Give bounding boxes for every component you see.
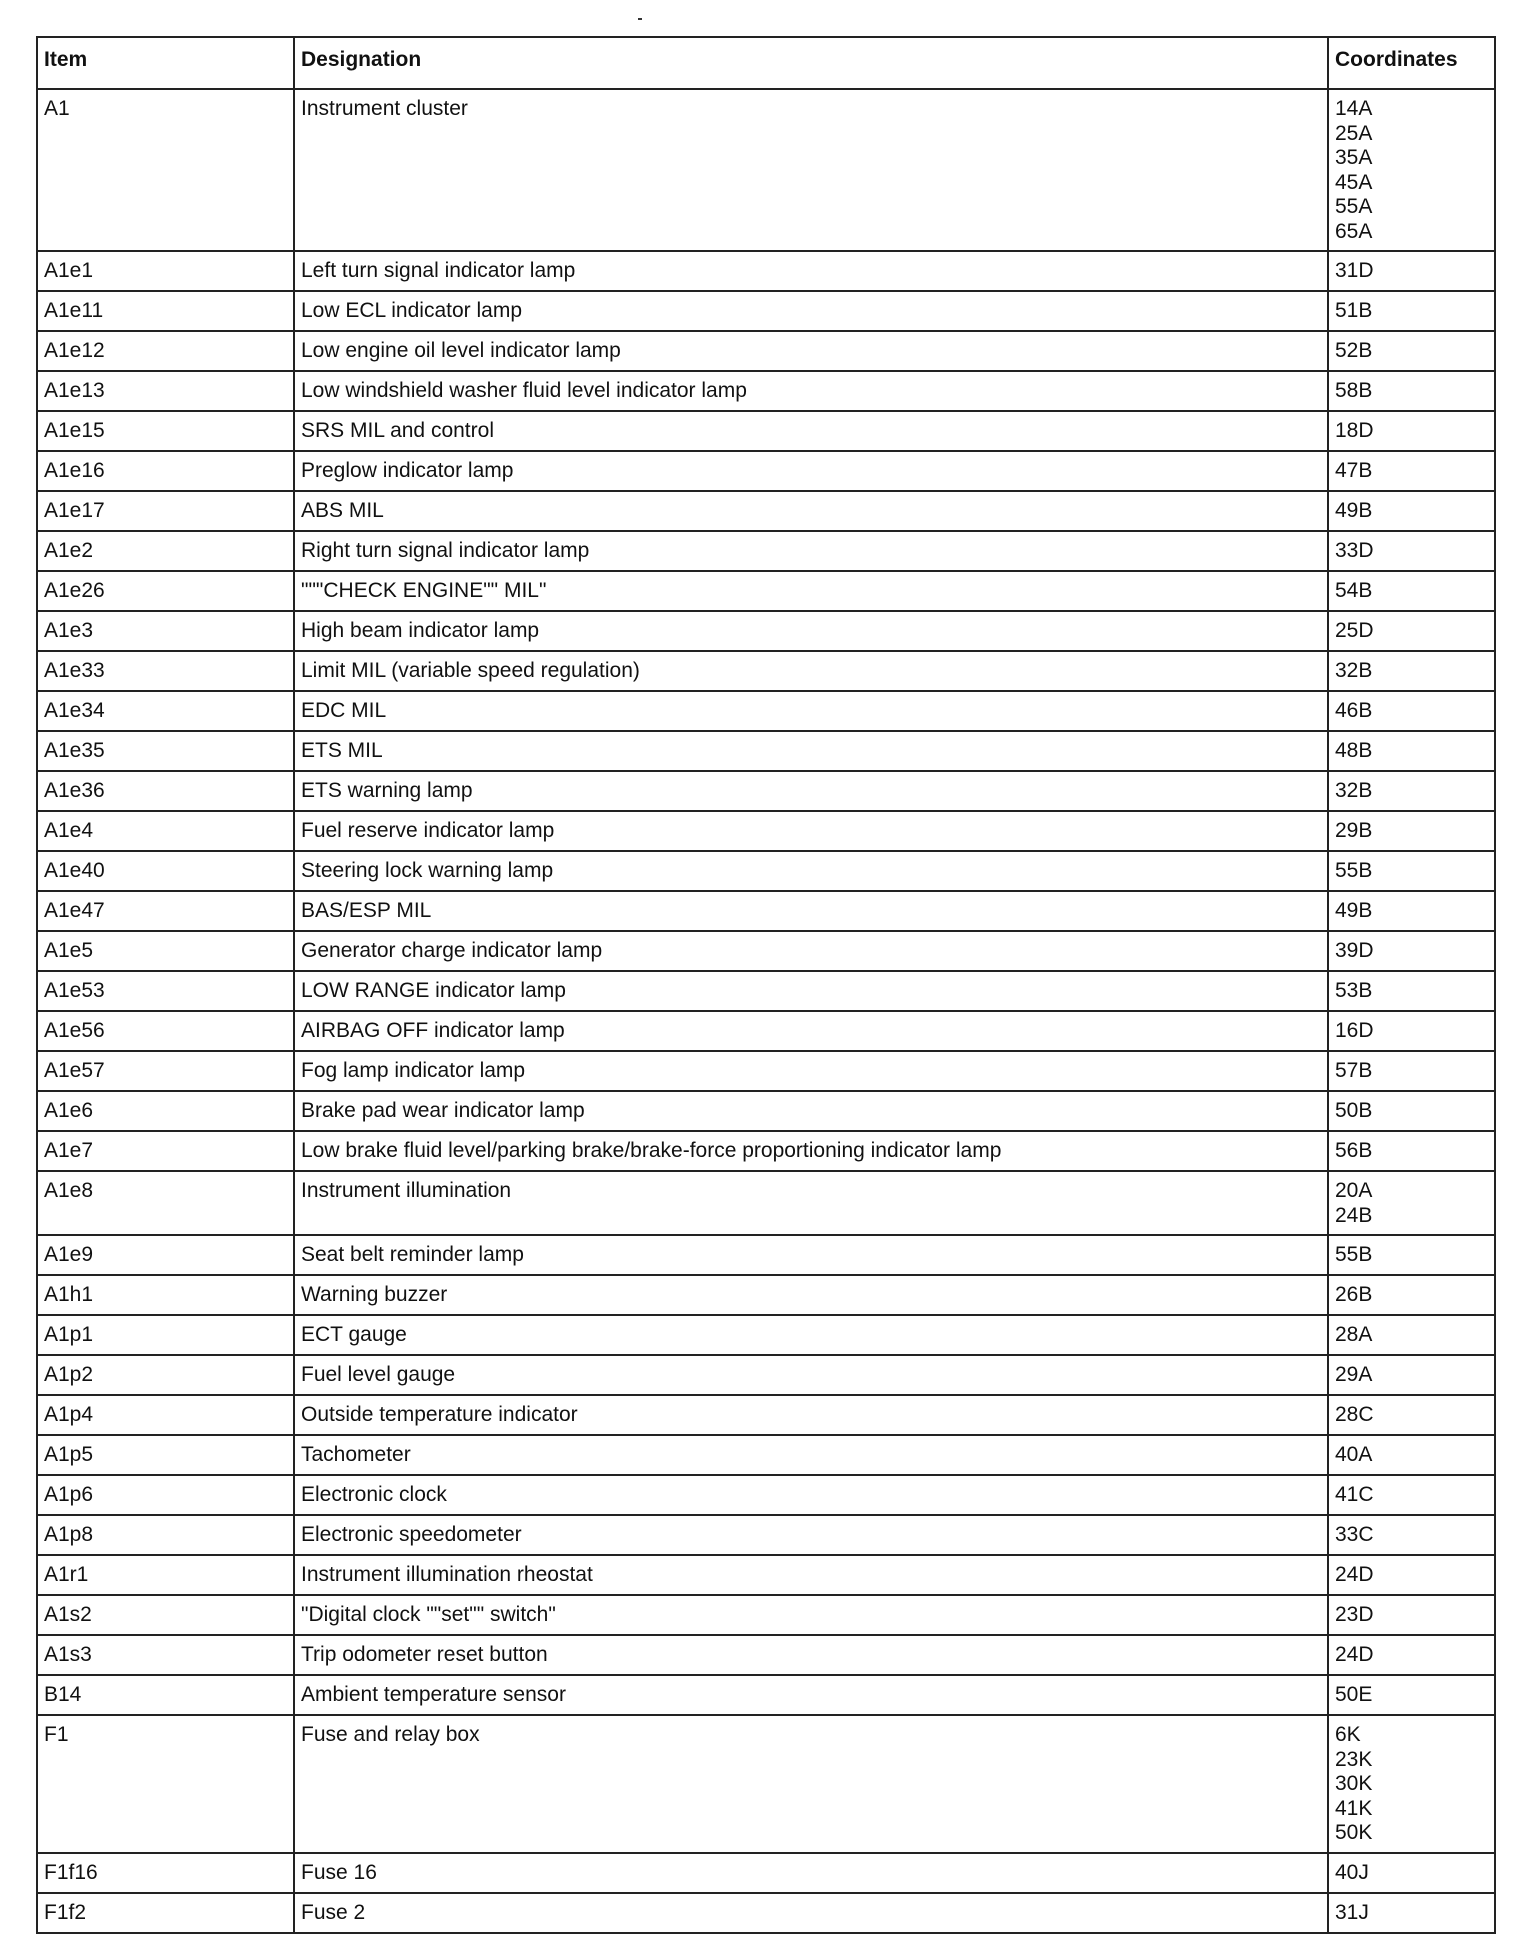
table-row bbox=[37, 1395, 1495, 1435]
table-row bbox=[37, 1893, 1495, 1933]
item-cell: A1e6 bbox=[37, 1091, 294, 1131]
coordinates-cell bbox=[1328, 451, 1495, 491]
item-cell: A1e26 bbox=[37, 571, 294, 611]
designation-cell: Fuse 2 bbox=[294, 1893, 1328, 1933]
coordinates-cell bbox=[1328, 331, 1495, 371]
table-row bbox=[37, 1315, 1495, 1355]
designation-cell: Trip odometer reset button bbox=[294, 1635, 1328, 1675]
item-cell: A1e7 bbox=[37, 1131, 294, 1171]
table-row bbox=[37, 691, 1495, 731]
coordinates-cell bbox=[1328, 1011, 1495, 1051]
item-cell: B14 bbox=[37, 1675, 294, 1715]
coordinates-cell bbox=[1328, 611, 1495, 651]
table-row bbox=[37, 371, 1495, 411]
table-row bbox=[37, 1091, 1495, 1131]
coordinates-cell bbox=[1328, 1051, 1495, 1091]
coordinates-cell bbox=[1328, 531, 1495, 571]
designation-cell: Tachometer bbox=[294, 1435, 1328, 1475]
coordinates-cell bbox=[1328, 411, 1495, 451]
designation-cell: Outside temperature indicator bbox=[294, 1395, 1328, 1435]
table-row bbox=[37, 651, 1495, 691]
item-cell: A1e11 bbox=[37, 291, 294, 331]
coordinate-value: 33D bbox=[1335, 539, 1374, 562]
table-row bbox=[37, 89, 1495, 251]
designation-cell: "Digital clock ""set"" switch" bbox=[294, 1595, 1328, 1635]
item-cell: A1s2 bbox=[37, 1595, 294, 1635]
designation-cell: Fuel reserve indicator lamp bbox=[294, 811, 1328, 851]
designation-cell: High beam indicator lamp bbox=[294, 611, 1328, 651]
table-row bbox=[37, 891, 1495, 931]
item-cell: F1 bbox=[37, 1715, 294, 1853]
item-cell: A1e9 bbox=[37, 1235, 294, 1275]
item-cell: A1e8 bbox=[37, 1171, 294, 1235]
designation-cell: Seat belt reminder lamp bbox=[294, 1235, 1328, 1275]
coordinate-value: 41K bbox=[1335, 1796, 1373, 1820]
header-designation: Designation bbox=[294, 37, 1328, 89]
table-row bbox=[37, 1051, 1495, 1091]
coordinate-value: 45A bbox=[1335, 170, 1373, 194]
table-row bbox=[37, 1635, 1495, 1675]
coordinate-value: 30K bbox=[1335, 1772, 1373, 1795]
item-cell: A1p5 bbox=[37, 1435, 294, 1475]
designation-cell: AIRBAG OFF indicator lamp bbox=[294, 1011, 1328, 1051]
coordinates-cell bbox=[1328, 89, 1495, 251]
coordinates-cell bbox=[1328, 1395, 1495, 1435]
coordinate-value: 28C bbox=[1335, 1403, 1374, 1426]
item-cell: A1e47 bbox=[37, 891, 294, 931]
coordinates-cell bbox=[1328, 731, 1495, 771]
designation-cell: Instrument illumination rheostat bbox=[294, 1555, 1328, 1595]
designation-cell: Ambient temperature sensor bbox=[294, 1675, 1328, 1715]
table-row bbox=[37, 731, 1495, 771]
item-cell: A1e17 bbox=[37, 491, 294, 531]
table-row bbox=[37, 1171, 1495, 1235]
table-row bbox=[37, 1235, 1495, 1275]
item-cell: A1r1 bbox=[37, 1555, 294, 1595]
item-cell: A1e2 bbox=[37, 531, 294, 571]
coordinate-value: 40A bbox=[1335, 1443, 1373, 1466]
coordinate-value: 28A bbox=[1335, 1323, 1373, 1346]
coordinate-value: 14A bbox=[1335, 97, 1373, 120]
coordinate-value: 55A bbox=[1335, 195, 1373, 218]
item-cell: A1p8 bbox=[37, 1515, 294, 1555]
designation-cell: ETS MIL bbox=[294, 731, 1328, 771]
table-row bbox=[37, 1275, 1495, 1315]
designation-cell: Electronic speedometer bbox=[294, 1515, 1328, 1555]
coordinates-cell bbox=[1328, 491, 1495, 531]
designation-cell: Brake pad wear indicator lamp bbox=[294, 1091, 1328, 1131]
coordinates-cell bbox=[1328, 851, 1495, 891]
coordinates-cell bbox=[1328, 1355, 1495, 1395]
coordinate-value: 32B bbox=[1335, 779, 1373, 802]
designation-cell: Instrument illumination bbox=[294, 1171, 1328, 1235]
coordinates-cell bbox=[1328, 251, 1495, 291]
designation-cell: Preglow indicator lamp bbox=[294, 451, 1328, 491]
item-cell: A1e33 bbox=[37, 651, 294, 691]
table-row bbox=[37, 411, 1495, 451]
designation-cell: Instrument cluster bbox=[294, 89, 1328, 251]
table-row bbox=[37, 531, 1495, 571]
coordinates-cell bbox=[1328, 771, 1495, 811]
table-row bbox=[37, 771, 1495, 811]
item-cell: A1e4 bbox=[37, 811, 294, 851]
item-cell: A1e34 bbox=[37, 691, 294, 731]
coordinate-value: 31D bbox=[1335, 259, 1374, 282]
table-row bbox=[37, 1011, 1495, 1051]
designation-cell: Steering lock warning lamp bbox=[294, 851, 1328, 891]
coordinates-cell bbox=[1328, 971, 1495, 1011]
table-row bbox=[37, 971, 1495, 1011]
coordinate-value: 49B bbox=[1335, 499, 1373, 522]
document-page bbox=[36, 36, 1494, 1934]
table-row bbox=[37, 1435, 1495, 1475]
header-item: Item bbox=[37, 37, 294, 89]
coordinate-value: 40J bbox=[1335, 1860, 1369, 1884]
coordinates-cell bbox=[1328, 1091, 1495, 1131]
coordinate-value: 57B bbox=[1335, 1059, 1373, 1082]
item-cell: A1e40 bbox=[37, 851, 294, 891]
coordinate-value: 32B bbox=[1335, 659, 1373, 682]
table-row bbox=[37, 331, 1495, 371]
item-cell: A1e56 bbox=[37, 1011, 294, 1051]
coordinates-cell bbox=[1328, 1675, 1495, 1715]
item-cell: A1 bbox=[37, 89, 294, 251]
coordinate-value: 46B bbox=[1335, 699, 1373, 722]
item-cell: A1h1 bbox=[37, 1275, 294, 1315]
scan-mark bbox=[638, 18, 642, 20]
coordinate-value: 31J bbox=[1335, 1900, 1369, 1924]
coordinates-cell bbox=[1328, 291, 1495, 331]
coordinate-value: 55B bbox=[1335, 1243, 1373, 1266]
designation-cell: Warning buzzer bbox=[294, 1275, 1328, 1315]
table-row bbox=[37, 491, 1495, 531]
coordinates-cell bbox=[1328, 1171, 1495, 1235]
coordinate-value: 29A bbox=[1335, 1363, 1373, 1386]
coordinates-cell bbox=[1328, 1555, 1495, 1595]
table-row bbox=[37, 1475, 1495, 1515]
designation-cell: Limit MIL (variable speed regulation) bbox=[294, 651, 1328, 691]
coordinates-cell bbox=[1328, 931, 1495, 971]
table-row bbox=[37, 851, 1495, 891]
table-header-row bbox=[37, 37, 1495, 89]
coordinate-value: 58B bbox=[1335, 379, 1373, 402]
table-row bbox=[37, 451, 1495, 491]
item-cell: A1e57 bbox=[37, 1051, 294, 1091]
designation-cell: Right turn signal indicator lamp bbox=[294, 531, 1328, 571]
item-cell: A1e53 bbox=[37, 971, 294, 1011]
designation-cell: Low ECL indicator lamp bbox=[294, 291, 1328, 331]
coordinate-value: 50B bbox=[1335, 1099, 1373, 1122]
table-row bbox=[37, 1515, 1495, 1555]
item-cell: F1f16 bbox=[37, 1853, 294, 1893]
coordinate-value: 23K bbox=[1335, 1747, 1373, 1771]
coordinates-cell bbox=[1328, 891, 1495, 931]
table-row bbox=[37, 611, 1495, 651]
coordinate-value: 51B bbox=[1335, 299, 1373, 322]
coordinates-cell bbox=[1328, 1893, 1495, 1933]
coordinates-cell bbox=[1328, 811, 1495, 851]
coordinates-cell bbox=[1328, 1635, 1495, 1675]
coordinate-value: 39D bbox=[1335, 939, 1374, 962]
table-row bbox=[37, 1715, 1495, 1853]
designation-cell: Electronic clock bbox=[294, 1475, 1328, 1515]
designation-cell: LOW RANGE indicator lamp bbox=[294, 971, 1328, 1011]
coordinate-value: 16D bbox=[1335, 1019, 1374, 1042]
coordinates-cell bbox=[1328, 1475, 1495, 1515]
coordinate-value: 24D bbox=[1335, 1563, 1374, 1586]
coordinate-value: 25A bbox=[1335, 121, 1373, 145]
table-row bbox=[37, 251, 1495, 291]
designation-cell: Low engine oil level indicator lamp bbox=[294, 331, 1328, 371]
designation-cell: ETS warning lamp bbox=[294, 771, 1328, 811]
coordinate-value: 50E bbox=[1335, 1683, 1373, 1706]
table-row bbox=[37, 1131, 1495, 1171]
table-row bbox=[37, 291, 1495, 331]
item-cell: A1p4 bbox=[37, 1395, 294, 1435]
item-cell: A1e5 bbox=[37, 931, 294, 971]
item-cell: A1e12 bbox=[37, 331, 294, 371]
coordinate-value: 29B bbox=[1335, 819, 1373, 842]
coordinates-cell bbox=[1328, 371, 1495, 411]
coordinates-cell bbox=[1328, 1595, 1495, 1635]
coordinates-cell bbox=[1328, 1435, 1495, 1475]
coordinates-cell bbox=[1328, 1275, 1495, 1315]
coordinates-cell bbox=[1328, 1515, 1495, 1555]
coordinate-value: 48B bbox=[1335, 739, 1373, 762]
coordinate-value: 23D bbox=[1335, 1603, 1374, 1626]
item-cell: A1e15 bbox=[37, 411, 294, 451]
coordinate-value: 18D bbox=[1335, 419, 1374, 442]
coordinate-value: 25D bbox=[1335, 619, 1374, 642]
coordinates-table bbox=[36, 36, 1496, 1934]
designation-cell: BAS/ESP MIL bbox=[294, 891, 1328, 931]
header-coordinates: Coordinates bbox=[1328, 37, 1495, 89]
coordinates-cell bbox=[1328, 1131, 1495, 1171]
coordinates-cell bbox=[1328, 691, 1495, 731]
table-row bbox=[37, 1355, 1495, 1395]
coordinate-value: 65A bbox=[1335, 219, 1373, 243]
table-body bbox=[37, 89, 1495, 1933]
designation-cell: Low windshield washer fluid level indicator lamp bbox=[294, 371, 1328, 411]
coordinates-cell bbox=[1328, 1235, 1495, 1275]
table-row bbox=[37, 571, 1495, 611]
coordinate-value: 26B bbox=[1335, 1283, 1373, 1306]
table-row bbox=[37, 1675, 1495, 1715]
designation-cell: EDC MIL bbox=[294, 691, 1328, 731]
coordinates-cell bbox=[1328, 651, 1495, 691]
coordinate-value: 41C bbox=[1335, 1483, 1374, 1506]
coordinate-value: 6K bbox=[1335, 1723, 1361, 1746]
item-cell: A1e1 bbox=[37, 251, 294, 291]
table-row bbox=[37, 1853, 1495, 1893]
item-cell: A1p6 bbox=[37, 1475, 294, 1515]
item-cell: A1e16 bbox=[37, 451, 294, 491]
designation-cell: Left turn signal indicator lamp bbox=[294, 251, 1328, 291]
table-row bbox=[37, 1595, 1495, 1635]
table-row bbox=[37, 931, 1495, 971]
coordinate-value: 33C bbox=[1335, 1523, 1374, 1546]
item-cell: A1e36 bbox=[37, 771, 294, 811]
designation-cell: Fuel level gauge bbox=[294, 1355, 1328, 1395]
coordinate-value: 20A bbox=[1335, 1179, 1373, 1202]
designation-cell: Fuse 16 bbox=[294, 1853, 1328, 1893]
designation-cell: ABS MIL bbox=[294, 491, 1328, 531]
item-cell: A1s3 bbox=[37, 1635, 294, 1675]
table-row bbox=[37, 1555, 1495, 1595]
item-cell: A1p2 bbox=[37, 1355, 294, 1395]
item-cell: A1e3 bbox=[37, 611, 294, 651]
coordinate-value: 56B bbox=[1335, 1139, 1373, 1162]
item-cell: F1f2 bbox=[37, 1893, 294, 1933]
coordinate-value: 54B bbox=[1335, 579, 1373, 602]
designation-cell: """CHECK ENGINE"" MIL" bbox=[294, 571, 1328, 611]
coordinate-value: 55B bbox=[1335, 859, 1373, 882]
designation-cell: ECT gauge bbox=[294, 1315, 1328, 1355]
coordinate-value: 35A bbox=[1335, 146, 1373, 169]
item-cell: A1e13 bbox=[37, 371, 294, 411]
item-cell: A1p1 bbox=[37, 1315, 294, 1355]
coordinates-cell bbox=[1328, 1315, 1495, 1355]
coordinate-value: 53B bbox=[1335, 979, 1373, 1002]
coordinates-cell bbox=[1328, 1715, 1495, 1853]
coordinate-value: 24D bbox=[1335, 1643, 1374, 1666]
table-row bbox=[37, 811, 1495, 851]
coordinates-cell bbox=[1328, 571, 1495, 611]
coordinate-value: 24B bbox=[1335, 1203, 1373, 1227]
designation-cell: Low brake fluid level/parking brake/brake-force proportioning indicator lamp bbox=[294, 1131, 1328, 1171]
designation-cell: Fog lamp indicator lamp bbox=[294, 1051, 1328, 1091]
coordinates-cell bbox=[1328, 1853, 1495, 1893]
designation-cell: SRS MIL and control bbox=[294, 411, 1328, 451]
coordinate-value: 50K bbox=[1335, 1821, 1373, 1844]
designation-cell: Generator charge indicator lamp bbox=[294, 931, 1328, 971]
coordinate-value: 52B bbox=[1335, 339, 1373, 362]
coordinate-value: 47B bbox=[1335, 459, 1373, 482]
item-cell: A1e35 bbox=[37, 731, 294, 771]
coordinate-value: 49B bbox=[1335, 899, 1373, 922]
designation-cell: Fuse and relay box bbox=[294, 1715, 1328, 1853]
